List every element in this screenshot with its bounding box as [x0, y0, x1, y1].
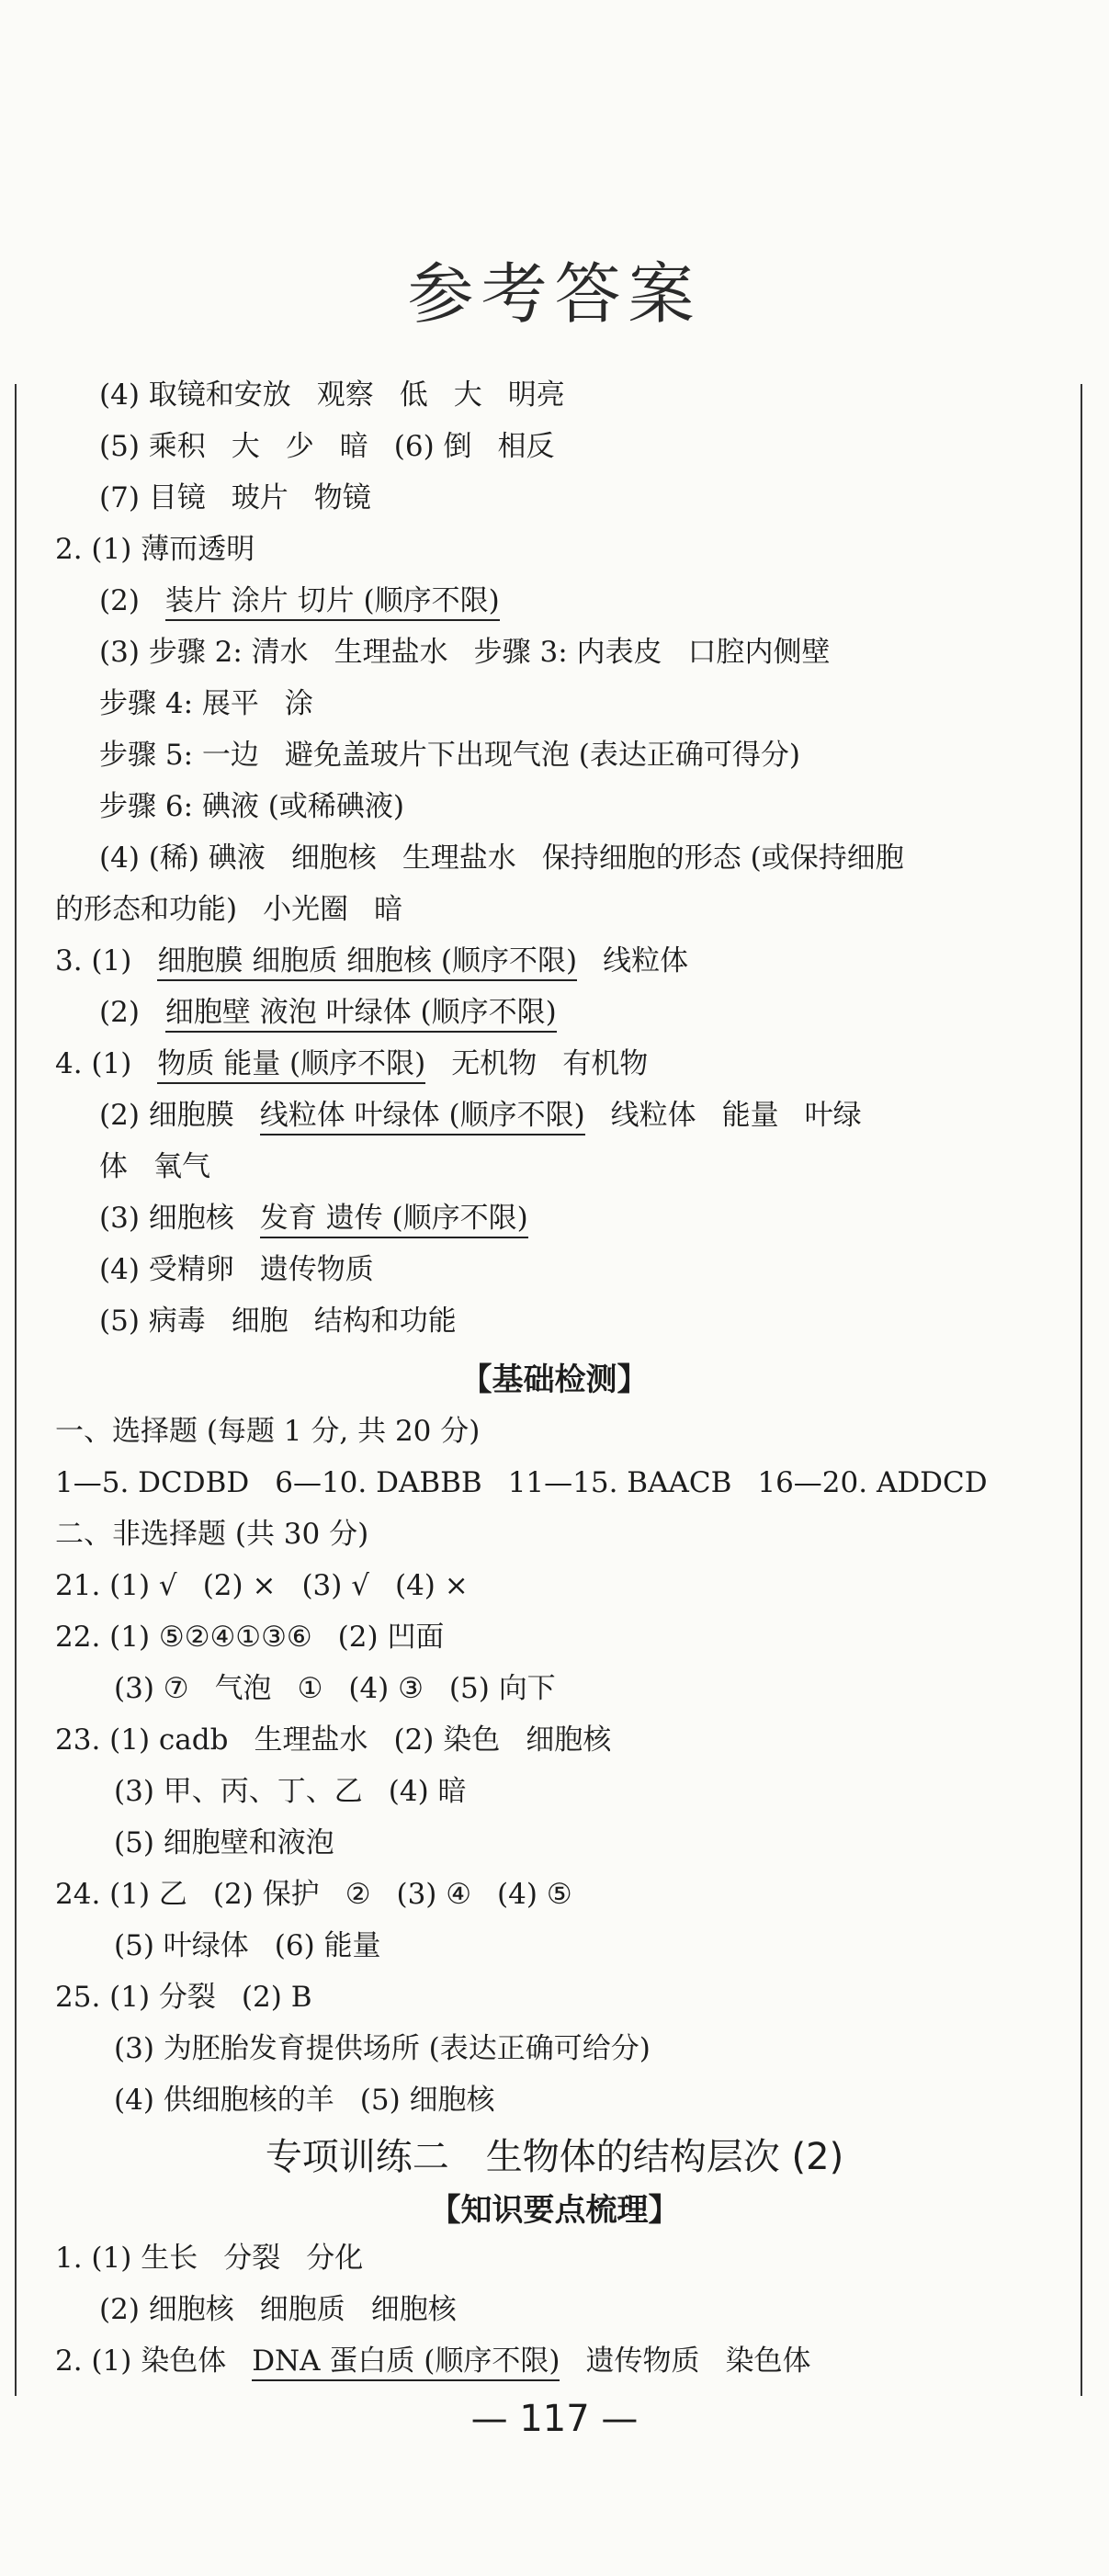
answer-text: (4) ⑤	[497, 1878, 572, 1911]
answer-line	[99, 1295, 457, 1347]
answer-text: 步骤 4: 展平	[99, 687, 259, 720]
answer-text: 22. (1) ⑤②④①③⑥	[55, 1621, 312, 1654]
answer-text: 暗	[374, 893, 403, 926]
answer-text: (5) 细胞壁和液泡	[114, 1826, 334, 1859]
answer-text: (5) 乘积	[99, 430, 206, 463]
answer-text: 遗传物质	[259, 1253, 374, 1286]
answer-text: (4) 暗	[388, 1775, 467, 1808]
answer-text: (4) 供细胞核的羊	[114, 2084, 334, 2117]
answer-text: 步骤 6: 碘液 (或稀碘液)	[99, 790, 404, 823]
answer-text: 低	[399, 378, 428, 412]
answer-text: (2)	[99, 996, 140, 1029]
answer-text: (5) 病毒	[99, 1305, 206, 1338]
answer-text: 生理盐水	[402, 842, 516, 875]
section-knowledge-points: 【知识要点梳理】	[429, 2192, 680, 2229]
answer-line	[114, 1817, 334, 1869]
answer-line	[99, 729, 800, 781]
answer-text: (2) ×	[202, 1569, 277, 1602]
answer-text: 细胞核	[290, 842, 377, 875]
answer-text: 细胞膜 细胞质 细胞核 (顺序不限)	[157, 943, 577, 981]
answer-text: 气泡	[214, 1672, 272, 1705]
answer-text: 大	[231, 430, 260, 463]
answer-text: 细胞质	[259, 2293, 345, 2326]
answer-line	[114, 2074, 495, 2126]
answer-text: 21. (1) √	[55, 1569, 177, 1602]
answer-text: 细胞核	[370, 2293, 457, 2326]
answer-text: (3) √	[301, 1569, 369, 1602]
answer-text: 氧气	[153, 1150, 210, 1183]
answer-text: 分裂	[223, 2242, 281, 2275]
answer-line	[55, 1972, 311, 2023]
answer-text: 发育 遗传 (顺序不限)	[260, 1200, 528, 1238]
answer-text: (4) ×	[394, 1569, 469, 1602]
answer-line	[99, 472, 371, 524]
answer-text: 4. (1)	[55, 1047, 132, 1080]
answer-line	[55, 1508, 368, 1560]
answer-line	[55, 2232, 363, 2284]
answer-text: 24. (1) 乙	[55, 1878, 187, 1911]
answer-text: (3) 甲、丙、丁、乙	[114, 1775, 363, 1808]
answer-text: (3) 步骤 2: 清水	[99, 636, 309, 669]
answer-line	[55, 1611, 444, 1663]
answer-text: (5) 向下	[448, 1672, 556, 1705]
answer-text: 明亮	[507, 378, 565, 412]
answer-line	[114, 2023, 651, 2074]
answer-text: 无机物	[451, 1047, 538, 1080]
answer-text: (4) (稀) 碘液	[99, 842, 266, 875]
answer-text: 保持细胞的形态 (或保持细胞	[541, 842, 904, 875]
answer-text: 大	[453, 378, 482, 412]
answer-text: 一、选择题 (每题 1 分, 共 20 分)	[55, 1415, 481, 1448]
answer-text: DNA 蛋白质 (顺序不限)	[252, 2343, 560, 2381]
answer-line	[55, 1869, 572, 1920]
answer-text: (3) 为胚胎发育提供场所 (表达正确可给分)	[114, 2032, 651, 2065]
answer-line	[99, 1244, 374, 1295]
answer-text: 细胞壁 液泡 叶绿体 (顺序不限)	[165, 994, 557, 1033]
answer-line	[55, 884, 402, 935]
answer-text: 叶绿	[804, 1099, 862, 1132]
answer-text: 步骤 3: 内表皮	[473, 636, 662, 669]
answer-line	[114, 1920, 381, 1972]
answer-text: 2. (1) 染色体	[55, 2344, 227, 2378]
answer-text: ①	[297, 1672, 323, 1705]
answer-text: 染色体	[725, 2344, 811, 2378]
answer-text: (4) ③	[348, 1672, 424, 1705]
answer-text: 细胞核	[526, 1723, 612, 1757]
answer-text: 能量	[721, 1099, 779, 1132]
answer-text: 口腔内侧壁	[687, 636, 831, 669]
answer-text: 11—15. BAACB	[507, 1466, 732, 1499]
answer-line	[114, 1663, 556, 1714]
answer-text: 遗传物质	[585, 2344, 700, 2378]
answer-text: 3. (1)	[55, 944, 132, 977]
answer-text: 的形态和功能)	[55, 893, 238, 926]
answer-line	[99, 678, 313, 729]
answer-line	[55, 1038, 648, 1090]
chapter-title: 专项训练二 生物体的结构层次 (2)	[265, 2136, 844, 2178]
answer-text: (2)	[99, 584, 140, 617]
answer-text: 细胞	[231, 1305, 289, 1338]
answer-text: 线粒体 叶绿体 (顺序不限)	[260, 1097, 585, 1135]
section-basic-test: 【基础检测】	[460, 1361, 649, 1398]
answer-text: 暗	[339, 430, 368, 463]
answer-text: 2. (1) 薄而透明	[55, 533, 255, 566]
answer-line	[55, 1457, 988, 1508]
answer-text: 线粒体	[603, 944, 689, 977]
answer-text: 16—20. ADDCD	[757, 1466, 988, 1499]
page-title: 参考答案	[407, 255, 702, 333]
answer-line	[99, 781, 404, 832]
answer-line	[99, 627, 831, 678]
answer-line	[99, 421, 555, 472]
answer-text: 装片 涂片 切片 (顺序不限)	[165, 582, 500, 621]
answer-text: 观察	[316, 378, 374, 412]
answer-text: 二、非选择题 (共 30 分)	[55, 1518, 369, 1551]
answer-text: 相反	[497, 430, 555, 463]
answer-line	[55, 1406, 480, 1457]
answer-text: 6—10. DABBB	[275, 1466, 482, 1499]
answer-text: 25. (1) 分裂	[55, 1981, 216, 2014]
answer-text: 分化	[306, 2242, 364, 2275]
answer-text: 生理盐水	[334, 636, 448, 669]
answer-line	[55, 935, 688, 987]
answer-text: (6) 能量	[274, 1929, 381, 1962]
answer-line	[99, 1090, 862, 1141]
answer-line	[99, 1192, 528, 1244]
answer-text: (6) 倒	[393, 430, 472, 463]
answer-text: 体	[99, 1150, 128, 1183]
answer-text: (7) 目镜	[99, 481, 206, 514]
answer-text: 生理盐水	[254, 1723, 368, 1757]
answer-text: (2) 保护	[212, 1878, 320, 1911]
answer-line	[99, 575, 500, 627]
answer-text: (3) ④	[396, 1878, 472, 1911]
answer-text: (5) 细胞核	[359, 2084, 495, 2117]
answer-text: (2) 细胞核	[99, 2293, 234, 2326]
answer-text: (4) 受精卵	[99, 1253, 234, 1286]
answer-line	[55, 1714, 611, 1766]
answer-line	[99, 2284, 457, 2335]
answer-text: (2) 凹面	[337, 1621, 445, 1654]
answer-text: 物镜	[313, 481, 371, 514]
page-number: — 117 —	[470, 2398, 639, 2440]
answer-text: 23. (1) cadb	[55, 1723, 229, 1757]
answer-text: 少	[285, 430, 314, 463]
answer-text: (2) 细胞膜	[99, 1099, 234, 1132]
answer-line	[99, 1141, 210, 1192]
answer-line	[114, 1766, 467, 1817]
answer-text: 小光圈	[263, 893, 349, 926]
answer-text: 物质 能量 (顺序不限)	[157, 1045, 425, 1084]
answer-line	[55, 524, 255, 575]
answer-text: ②	[345, 1878, 371, 1911]
answer-line	[99, 987, 557, 1038]
answer-text: (3) 细胞核	[99, 1202, 234, 1235]
answer-text: (3) ⑦	[114, 1672, 189, 1705]
answer-text: 玻片	[231, 481, 289, 514]
answer-line	[55, 2335, 810, 2387]
answer-text: (2) 染色	[393, 1723, 501, 1757]
answer-text: 步骤 5: 一边	[99, 739, 259, 772]
answer-text: 1. (1) 生长	[55, 2242, 198, 2275]
answer-text: 1—5. DCDBD	[55, 1466, 250, 1499]
answer-text: 避免盖玻片下出现气泡 (表达正确可得分)	[284, 739, 800, 772]
answer-line	[99, 369, 565, 421]
answer-text: (5) 叶绿体	[114, 1929, 249, 1962]
answer-line	[55, 1560, 469, 1611]
answer-text: 涂	[284, 687, 313, 720]
answer-line	[99, 832, 904, 884]
answer-text: 结构和功能	[313, 1305, 457, 1338]
answer-text: 有机物	[562, 1047, 649, 1080]
answer-text: (4) 取镜和安放	[99, 378, 291, 412]
answer-text: 线粒体	[610, 1099, 696, 1132]
answer-text: (2) B	[241, 1981, 312, 2014]
